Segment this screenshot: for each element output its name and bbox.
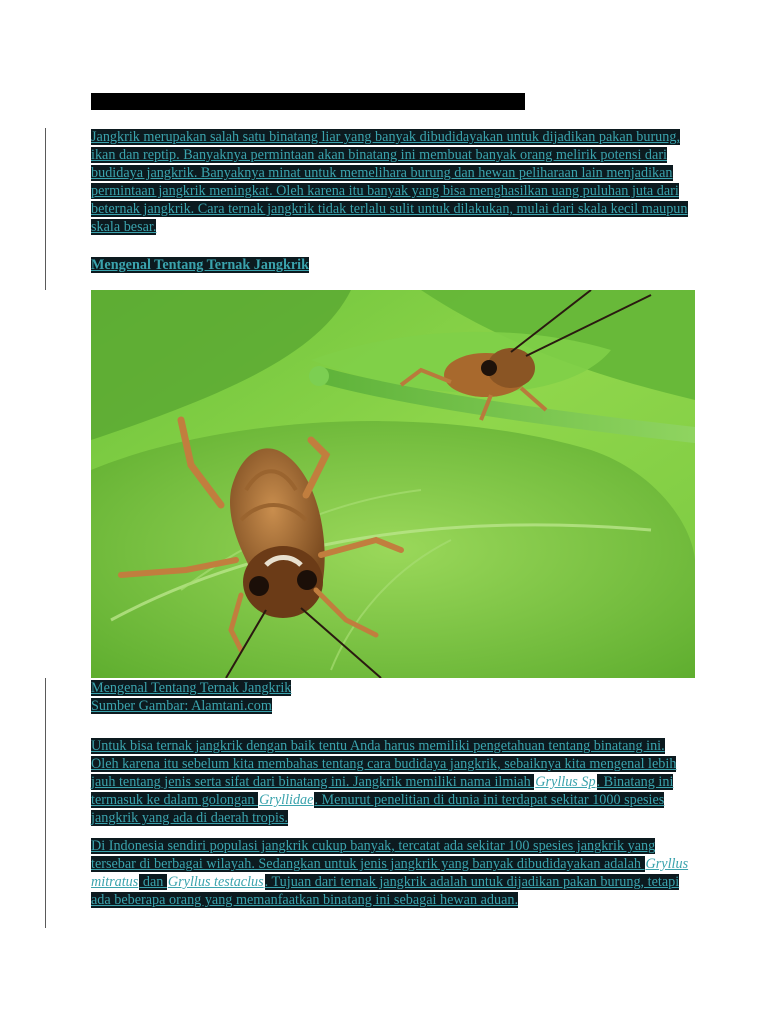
margin-line-top bbox=[45, 128, 46, 290]
paragraph-intro-text: Jangkrik merupakan salah satu binatang liar yang banyak dibudidayakan untuk dijadikan pakan burung, ikan dan reptip. Banyaknya permintaan akan binatang ini membuat banyak orang melirik potensi dari budidaya jangkrik. Banyaknya minat untuk memelihara burung dan hewan peliharaan lain menjadikan permintaan jangkrik meningkat. Oleh karena itu banyak yang bisa menghasilkan uang puluhan juta dari beternak jangkrik. Cara ternak jangkrik tidak terlalu sulit untuk dilakukan, mulai dari skala kecil maupun skala besar. bbox=[91, 129, 688, 235]
section-heading bbox=[91, 256, 309, 274]
section-heading-text: Mengenal Tentang Ternak Jangkrik bbox=[91, 257, 309, 273]
paragraph-species bbox=[91, 737, 691, 827]
species-name-gryllus-testaclus: Gryllus testaclus bbox=[167, 874, 264, 890]
paragraph-species-text: Untuk bisa ternak jangkrik dengan baik tentu Anda harus memiliki pengetahuan tentang binatang ini. Oleh karena itu sebelum kita membahas tentang cara budidaya jangkrik, sebaiknya kita mengenal lebih jauh tentang jenis serta sifat dari binatang ini. Jangkrik memiliki nama ilmiah Gryllus Sp. Binatang ini termasuk ke dalam golongan Gryllidae. Menurut penelitian di dunia ini terdapat sekitar 1000 spesies jangkrik yang ada di daerah tropis. bbox=[91, 738, 677, 826]
species-name-gryllus-mitratus: Gryllus mitratus bbox=[91, 856, 689, 890]
redacted-title bbox=[91, 93, 525, 110]
cricket-photo bbox=[91, 290, 695, 678]
image-caption bbox=[91, 679, 291, 715]
margin-line-bottom bbox=[45, 678, 46, 928]
paragraph-indonesia-text: Di Indonesia sendiri populasi jangkrik cukup banyak, tercatat ada sekitar 100 spesies jangkrik yang tersebar di berbagai wilayah. Sedangkan untuk jenis jangkrik yang banyak dibudidayakan adalah Gryllus mitratus dan Gryllus testaclus. Tujuan dari ternak jangkrik adalah untuk dijadikan pakan burung, tetapi ada beberapa orang yang memanfaatkan binatang ini sebagai hewan aduan. bbox=[91, 838, 689, 908]
image-source-text: Sumber Gambar: Alamtani.com bbox=[91, 698, 272, 714]
family-name-gryllidae: Gryllidae bbox=[259, 792, 314, 808]
scientific-name-gryllus-sp: Gryllus Sp bbox=[535, 774, 596, 790]
paragraph-indonesia bbox=[91, 837, 691, 909]
image-caption-text: Mengenal Tentang Ternak Jangkrik bbox=[91, 680, 292, 696]
paragraph-intro bbox=[91, 128, 691, 236]
